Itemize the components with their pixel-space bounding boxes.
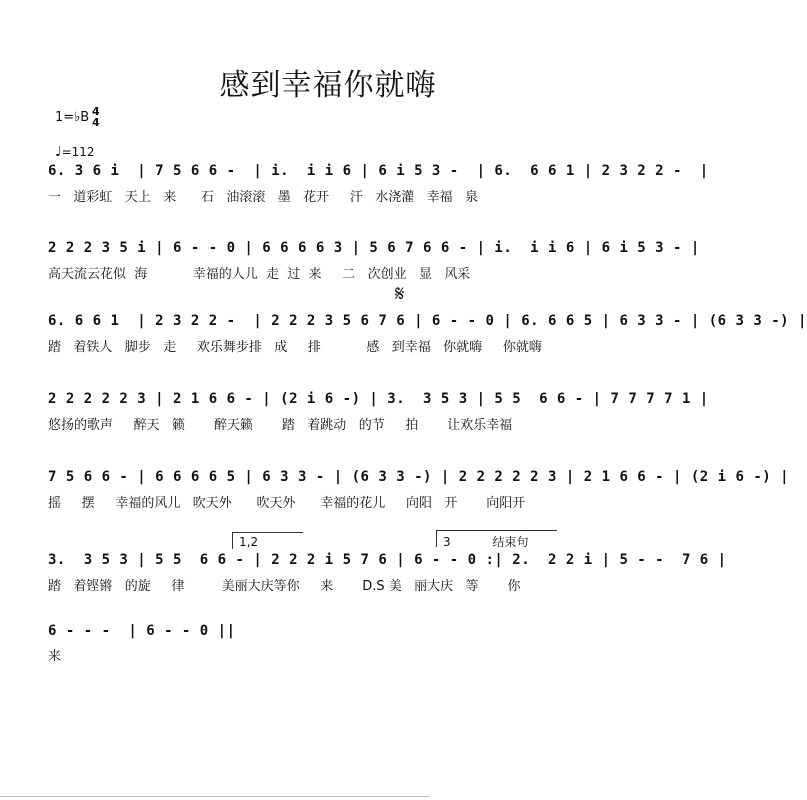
volta-first-label: 1,2 (239, 535, 259, 549)
notes-line-5: 7 5 6 6 - | 6 6 6 6 5 | 6 3 3 - | (6 3 3 -) | 2 2 2 2 2 3 | 2 1 6 6 - | (2 i 6 -) | (48, 469, 790, 485)
key-signature: 1=♭B (55, 110, 90, 125)
lyrics-line-5: 摇 摆 幸福的风儿 吹天外 吹天外 幸福的花儿 向阳 开 向阳开 (48, 496, 526, 511)
notes-line-7: 6 - - - | 6 - - 0 || (48, 623, 236, 639)
notes-line-3: 6. 6 6 1 | 2 3 2 2 - | 2 2 2 3 5 6 7 6 | 6 - - 0 | 6. 6 6 5 | 6 3 3 - | (6 3 3 -) | (48, 313, 807, 329)
volta-first-ending (232, 532, 303, 549)
lyrics-line-4: 悠扬的歌声 醉天 籁 醉天籁 踏 着跳动 的节 拍 让欢乐幸福 (48, 418, 513, 433)
segno-icon: 𝄋 (395, 282, 405, 307)
notes-line-4: 2 2 2 2 2 3 | 2 1 6 6 - | (2 i 6 -) | 3. 3 5 3 | 5 5 6 6 - | 7 7 7 7 1 | (48, 391, 709, 407)
lyrics-line-2: 高天流云花似 海 幸福的人儿 走 过 来 二 次创业 显 风采 (48, 267, 471, 282)
volta-third-label: 3 (443, 535, 451, 549)
lyrics-line-3: 踏 着铁人 脚步 走 欢乐舞步排 成 排 感 到幸福 你就嗨 你就嗨 (48, 340, 542, 355)
lyrics-line-1: 一 道彩虹 天上 来 石 油滚滚 墨 花开 汗 水浇灌 幸福 泉 (48, 190, 479, 205)
quarter-note-icon: ♩ (55, 144, 62, 160)
bottom-divider (0, 796, 430, 797)
volta-third-ending (436, 530, 557, 547)
ending-label: 结束句 (492, 535, 529, 549)
time-signature-top: 4 (92, 105, 100, 118)
song-title: 感到幸福你就嗨 (219, 68, 437, 103)
lyrics-line-7: 来 (48, 649, 62, 664)
notes-line-1: 6. 3 6 i | 7 5 6 6 - | i. i i 6 | 6 i 5 3 - | 6. 6 6 1 | 2 3 2 2 - | (48, 163, 709, 179)
time-signature-bottom: 4 (92, 116, 100, 129)
time-signature (92, 106, 100, 128)
tempo-value: =112 (61, 145, 95, 159)
notes-line-2: 2 2 2 3 5 i | 6 - - 0 | 6 6 6 6 3 | 5 6 7 6 6 - | i. i i 6 | 6 i 5 3 - | (48, 240, 700, 256)
notes-line-6: 3. 3 5 3 | 5 5 6 6 - | 2 2 2 i 5 7 6 | 6 - - 0 :| 2. 2 2 i | 5 - - 7 6 | (48, 552, 727, 568)
tempo-marking (55, 144, 95, 160)
lyrics-line-6: 踏 着铿锵 的旋 律 美丽大庆等你 来 D.S 美 丽大庆 等 你 (48, 579, 521, 594)
